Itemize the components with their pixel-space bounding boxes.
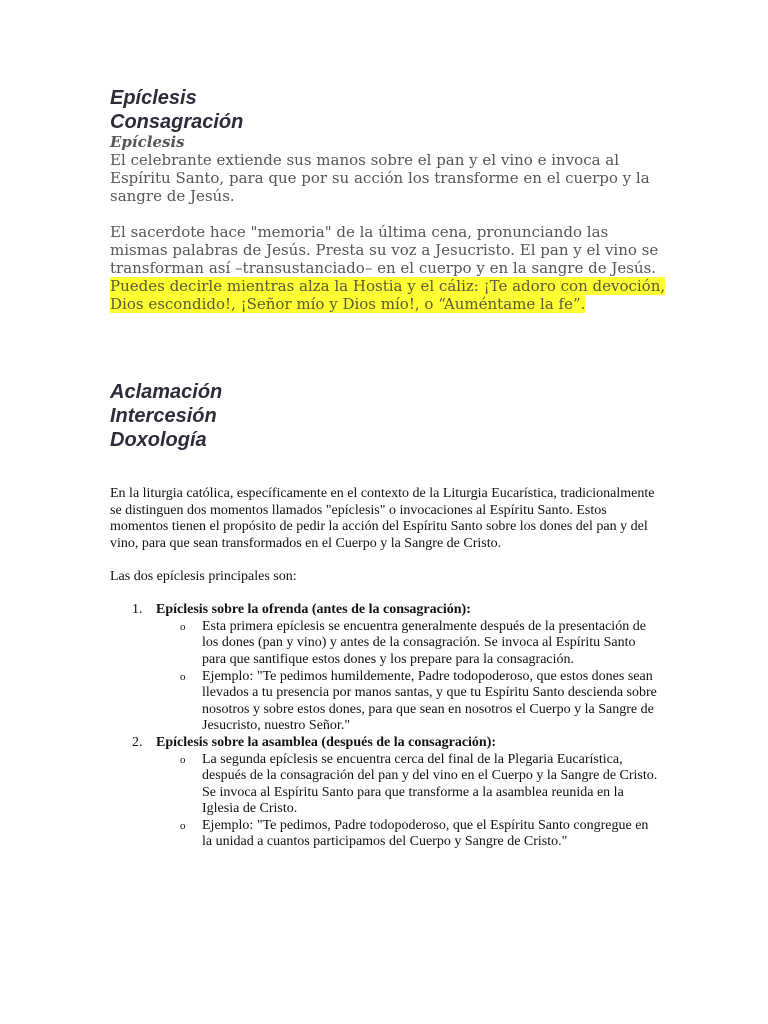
sub-list bbox=[110, 752, 660, 852]
sub-list-item bbox=[156, 669, 660, 735]
intro-paragraph: En la liturgia católica, específicamente en el contexto de la Liturgia Eucarística, tradicionalmente se distinguen dos momentos llamados "epíclesis" o invocaciones al Espíritu Santo. Estos momentos tienen el propósito de pedir la acción del Espíritu Santo sobre los dones del pan y del vino, para que sean transformados en el Cuerpo y la Sangre de Cristo. bbox=[110, 486, 655, 551]
epiclesis-list bbox=[110, 602, 660, 851]
middle-headings bbox=[110, 380, 222, 452]
list-item-number: 2. bbox=[132, 734, 143, 750]
heading-intercesion: Intercesión bbox=[110, 405, 217, 427]
heading-epiclesis: Epíclesis bbox=[110, 87, 197, 109]
list-item-title: Epíclesis sobre la asamblea (después de la consagración): bbox=[156, 734, 497, 750]
bullet-icon: o bbox=[180, 670, 186, 683]
sub-list-text: Ejemplo: "Te pedimos humildemente, Padre todopoderoso, que estos dones sean llevados a tu presencia por manos santas, y que tu Espíritu Santo descienda sobre nosotros y sobre estos dones, para que sean en nosotros el Cuerpo y la Sangre de Jesucristo, nuestro Señor." bbox=[202, 668, 657, 734]
sub-list-item bbox=[156, 752, 660, 818]
epiclesis-paragraph-2-text: El sacerdote hace "memoria" de la última cena, pronunciando las mismas palabras de Jesús. Presta su voz a Jesucristo. El pan y el vino se transforman así –transustanciado– en el cuerpo y en la sangre de Jesús. bbox=[110, 223, 659, 277]
epiclesis-subheading: Epíclesis bbox=[110, 133, 185, 151]
highlighted-prayer: Puedes decirle mientras alza la Hostia y el cáliz: ¡Te adoro con devoción, Dios escondido!, ¡Señor mío y Dios mío!, o “Auméntame la fe”. bbox=[110, 277, 666, 313]
bullet-icon: o bbox=[180, 753, 186, 766]
sub-list-item bbox=[156, 818, 660, 851]
heading-aclamacion: Aclamación bbox=[110, 381, 223, 403]
liturgy-explanation bbox=[110, 486, 660, 851]
list-item bbox=[110, 735, 660, 752]
sub-list-container bbox=[110, 619, 660, 735]
sub-list-item bbox=[156, 619, 660, 669]
sub-list-text: La segunda epíclesis se encuentra cerca del final de la Plegaria Eucarística, después de la consagración del pan y del vino en el Cuerpo y la Sangre de Cristo. Se invoca al Espíritu Santo para que transforme a la asamblea reunida en la Iglesia de Cristo. bbox=[202, 751, 658, 817]
sub-list bbox=[110, 619, 660, 735]
bullet-icon: o bbox=[180, 620, 186, 633]
sub-list-text: Ejemplo: "Te pedimos, Padre todopoderoso, que el Espíritu Santo congregue en la unidad a cuantos participamos del Cuerpo y Sangre de Cristo." bbox=[202, 817, 649, 850]
epiclesis-section bbox=[110, 133, 670, 313]
sub-list-container bbox=[110, 752, 660, 852]
list-intro: Las dos epíclesis principales son: bbox=[110, 568, 297, 584]
epiclesis-paragraph-2 bbox=[110, 223, 670, 313]
bullet-icon: o bbox=[180, 819, 186, 832]
top-headings bbox=[110, 86, 243, 134]
heading-consagracion: Consagración bbox=[110, 111, 244, 133]
heading-doxologia: Doxología bbox=[110, 429, 207, 451]
list-item-title: Epíclesis sobre la ofrenda (antes de la consagración): bbox=[156, 602, 471, 618]
sub-list-text: Esta primera epíclesis se encuentra generalmente después de la presentación de los dones (pan y vino) y antes de la consagración. Se invoca al Espíritu Santo para que santifique estos dones y los prepare para la consagración. bbox=[202, 618, 646, 667]
list-item bbox=[110, 602, 660, 619]
list-item-number: 1. bbox=[132, 602, 143, 618]
epiclesis-paragraph-1: El celebrante extiende sus manos sobre el pan y el vino e invoca al Espíritu Santo, para que por su acción los transforme en el cuerpo y la sangre de Jesús. bbox=[110, 151, 650, 205]
